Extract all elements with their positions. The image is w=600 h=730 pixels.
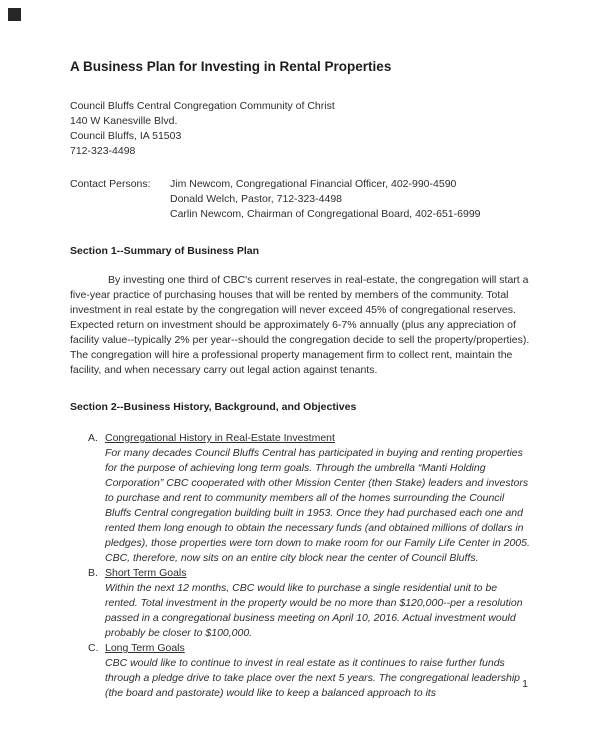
list-item-body: For many decades Council Bluffs Central has participated in buying and renting properties for the purpose of achieving long term goals. Through the umbrella “Manti Holding Corporation” CBC cooperated with other Mission Center (then Stake) leaders and investors to purchase and rent to community members all of the homes surrounding the Council Bluffs Central congregation building built in 1953. Once they had purchased each one and rented them long enough to obtain the necessary funds (and obtained millions of dollars in pledges), those properties were torn down to make room for our Family Life Center in 2005. CBC, therefore, now sits on an entire city block near the center of Council Bluffs. bbox=[105, 447, 530, 564]
org-name-line: Council Bluffs Central Congregation Community of Christ bbox=[70, 100, 335, 112]
document-title: A Business Plan for Investing in Rental Properties bbox=[70, 59, 392, 74]
list-item-title: Long Term Goals bbox=[105, 642, 185, 654]
corner-mark bbox=[8, 8, 21, 21]
contact-person: Jim Newcom, Congregational Financial Officer, 402-990-4590 bbox=[170, 178, 457, 190]
list-item bbox=[88, 566, 530, 641]
contact-persons-list bbox=[170, 177, 530, 222]
section-2-heading: Section 2--Business History, Background, and Objectives bbox=[70, 401, 357, 413]
list-item-title: Short Term Goals bbox=[105, 567, 187, 579]
list-item-body: CBC would like to continue to invest in real estate as it continues to raise further funds through a pledge drive to take place over the next 5 years. The congregational leadership (the board and pastorate) would like to keep a balanced approach to its bbox=[105, 657, 521, 699]
list-item-heading bbox=[88, 566, 530, 581]
org-street-line: 140 W Kanesville Blvd. bbox=[70, 115, 178, 127]
org-city-line: Council Bluffs, IA 51503 bbox=[70, 130, 182, 142]
list-item-letter: B. bbox=[88, 567, 98, 579]
section-1-heading: Section 1--Summary of Business Plan bbox=[70, 245, 260, 257]
list-item bbox=[88, 431, 530, 566]
list-item bbox=[88, 641, 530, 701]
organization-address-block bbox=[70, 99, 530, 159]
list-item-letter: A. bbox=[88, 432, 98, 444]
section-1-body: By investing one third of CBC's current reserves in real-estate, the congregation will start a five-year practice of purchasing houses that will be rented by members of the community. Total investment in real estate by the congregation will never exceed 45% of congregational reserves. Expected return on investment should be approximately 6-7% annually (plus any appreciation of facility value--typically 2% per year--should the congregation decide to sell the property/properties). The congregation will hire a professional property management firm to collect rent, maintain the facility, and when necessary carry out legal action against tenants. bbox=[70, 274, 530, 376]
section-2-outline-list bbox=[70, 431, 530, 701]
list-item-title: Congregational History in Real-Estate Investment bbox=[105, 432, 335, 444]
list-item-letter: C. bbox=[88, 642, 99, 654]
contact-persons-label: Contact Persons: bbox=[70, 178, 151, 190]
org-phone-line: 712-323-4498 bbox=[70, 145, 136, 157]
contact-person: Carlin Newcom, Chairman of Congregational Board, 402-651-6999 bbox=[170, 208, 481, 220]
page-number: 1 bbox=[522, 678, 528, 690]
list-item-heading bbox=[88, 431, 530, 446]
list-item-heading bbox=[88, 641, 530, 656]
contact-person: Donald Welch, Pastor, 712-323-4498 bbox=[170, 193, 342, 205]
list-item-body: Within the next 12 months, CBC would like to purchase a single residential unit to be rented. Total investment in the property would be no more than $120,000--per a resolution passed in a congregational business meeting on April 10, 2016. Actual investment would probably be closer to $100,000. bbox=[105, 582, 523, 639]
contact-persons-block bbox=[70, 177, 530, 222]
